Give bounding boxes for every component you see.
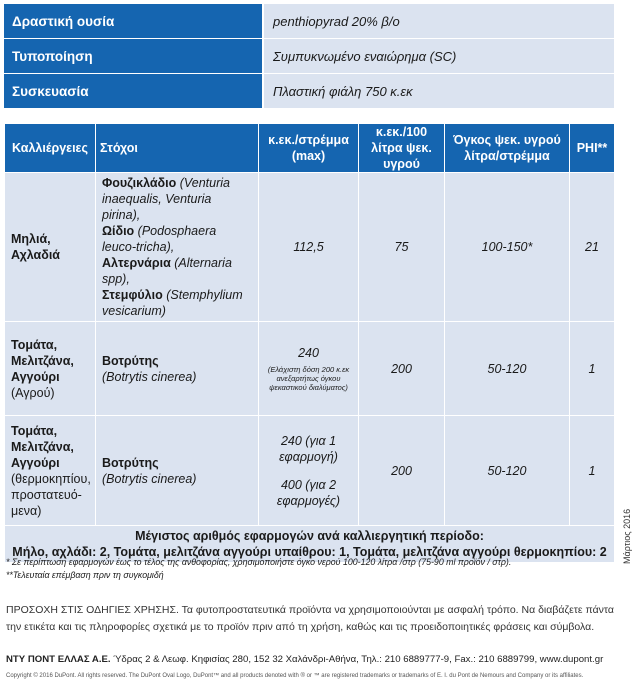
crop-cell: Τομάτα, Μελιτζάνα, Αγγούρι (Αγρού) (5, 322, 96, 416)
info-key: Δραστική ουσία (4, 4, 262, 38)
targets-cell: Βοτρύτης (Botrytis cinerea) (96, 416, 259, 526)
target-item: Φουζικλάδιο (Venturia inaequalis, Venturia pirina), (102, 176, 230, 222)
volume-cell: 50-120 (445, 322, 570, 416)
crop-cell: Μηλιά, Αχλαδιά (5, 173, 96, 322)
info-key: Συσκευασία (4, 74, 262, 108)
company-name: ΝΤΥ ΠΟΝΤ ΕΛΛΑΣ Α.Ε. (6, 654, 111, 665)
legal-notice: Copyright © 2016 DuPont. All rights reserved. The DuPont Oval Logo, DuPont™ and all products denoted with ® or ™ are registered trademarks or trademarks of E. I. du Pont de Nemours and Company or its affiliates. (6, 673, 584, 679)
caution-text: ΠΡΟΣΟΧΗ ΣΤΙΣ ΟΔΗΓΙΕΣ ΧΡΗΣΗΣ. Τα φυτοπροστατευτικά προϊόντα να χρησιμοποιούνται με ασφαλή τρόπο. Να διαβάζετε πάντα την ετικέτα και τις πληροφορίες σχετικά με το προϊόν πριν από τη χρήση, καθώς και τις προειδοποιητικές φράσεις και σύμβολα. (6, 604, 614, 633)
info-value: penthiopyrad 20% β/ο (262, 4, 614, 38)
phi-cell: 21 (570, 173, 615, 322)
info-table (4, 4, 614, 109)
header-crops: Καλλιέργειες (5, 124, 96, 173)
info-value: Συμπυκνωμένο εναιώρημα (SC) (262, 39, 614, 73)
target-item: Ωίδιο (Podosphaera leuco-tricha), (102, 224, 217, 254)
volume-cell: 50-120 (445, 416, 570, 526)
header-targets: Στόχοι (96, 124, 259, 173)
info-value: Πλαστική φιάλη 750 κ.εκ (262, 74, 614, 108)
info-row-formulation (4, 39, 614, 74)
phi-cell: 1 (570, 322, 615, 416)
crop-cell: Τομάτα, Μελιτζάνα, Αγγούρι (θερμοκηπίου, προστατευό-μενα) (5, 416, 96, 526)
table-header-row (5, 124, 615, 173)
header-volume: Όγκος ψεκ. υγρού λίτρα/στρέμμα (445, 124, 570, 173)
dose-per-100l-cell: 200 (359, 416, 445, 526)
info-row-active-substance (4, 4, 614, 39)
table-row (5, 322, 615, 416)
header-dose-per-stremma: κ.εκ./στρέμμα (max) (259, 124, 359, 173)
dose-per-100l-cell: 200 (359, 322, 445, 416)
targets-cell: Βοτρύτης (Botrytis cinerea) (96, 322, 259, 416)
dose-per-100l-cell: 75 (359, 173, 445, 322)
header-phi: PHI** (570, 124, 615, 173)
side-date: Μάρτιος 2016 (622, 508, 632, 564)
dose-per-stremma-cell: 240 (για 1 εφαρμογή) 400 (για 2 εφαρμογές) (259, 416, 359, 526)
table-row (5, 416, 615, 526)
targets-cell (96, 173, 259, 322)
target-item: Αλτερνάρια (Alternaria spp), (102, 256, 232, 286)
footnote-volume: * Σε περίπτωση εφαρμογών έως το τέλος της ανθοφορίας, χρησιμοποιήστε όγκο νερού 100-120 λίτρα /στρ (75-90 ml προϊόν / στρ). (6, 557, 512, 567)
company-address: Ύδρας 2 & Λεωφ. Κηφισίας 280, 152 32 Χαλάνδρι-Αθήνα, Τηλ.: 210 6889777-9, Fax.: 210 6889799, www.dupont.gr (110, 654, 604, 665)
dose-note: (Ελάχιστη δόση 200 κ.εκ ανεξαρτήτως όγκου ψεκαστικού διαλύματος) (267, 365, 350, 392)
dosage-table (4, 123, 615, 563)
footnote-phi: **Τελευταία επέμβαση πριν τη συγκομιδή (6, 570, 164, 580)
dose-per-stremma-cell: 112,5 (259, 173, 359, 322)
company-line (6, 654, 603, 665)
header-dose-per-100l: κ.εκ./100 λίτρα ψεκ. υγρού (359, 124, 445, 173)
max-applications-cell: Μέγιστος αριθμός εφαρμογών ανά καλλιεργητική περίοδο: Μήλο, αχλάδι: 2, Τομάτα, μελιτζάνα αγγούρι υπαίθρου: 1, Τομάτα, μελιτζάνα αγγούρι θερμοκηπίου: 2 (5, 526, 615, 563)
phi-cell: 1 (570, 416, 615, 526)
volume-cell: 100-150* (445, 173, 570, 322)
info-key: Τυποποίηση (4, 39, 262, 73)
product-sheet (4, 4, 614, 563)
table-row (5, 173, 615, 322)
footnotes (6, 556, 606, 582)
info-row-packaging (4, 74, 614, 109)
dose-per-stremma-cell: 240 (Ελάχιστη δόση 200 κ.εκ ανεξαρτήτως όγκου ψεκαστικού διαλύματος) (259, 322, 359, 416)
target-item: Στεμφύλιο (Stemphylium vesicarium) (102, 288, 243, 318)
